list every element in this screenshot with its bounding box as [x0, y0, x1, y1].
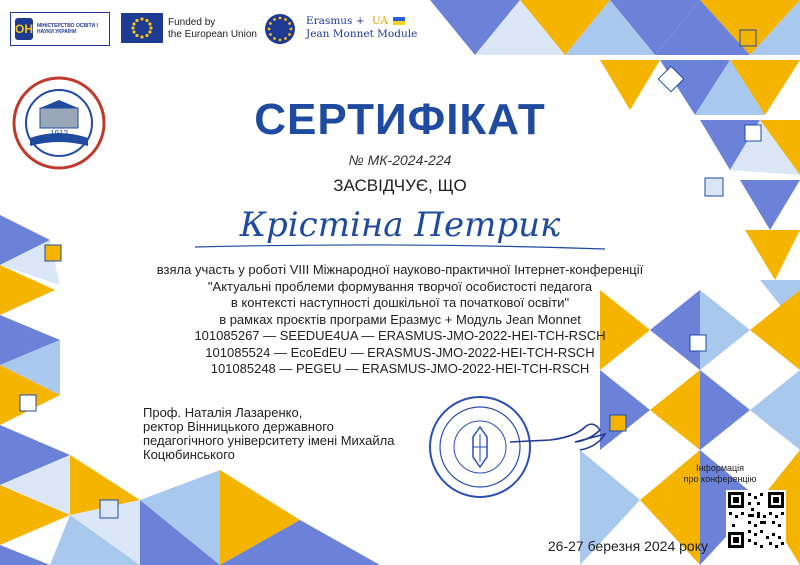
qr-code[interactable] — [726, 490, 786, 550]
logo-row — [10, 12, 110, 46]
body-line: 101085248 — PEGEU — ERASMUS-JMO-2022-HEI-TCH-RSCH — [210, 361, 590, 376]
eu-flag-icon — [121, 13, 163, 43]
ministry-logo — [10, 12, 110, 46]
signatory-line: Проф. Наталія Лазаренко, — [143, 405, 303, 420]
qr-label-line1: Інформація — [695, 463, 745, 473]
erasmus-line1-row — [306, 15, 417, 28]
signatory-line: ректор Вінницького державного — [143, 419, 334, 434]
erasmus-text — [306, 15, 417, 41]
eu-funded-line1: Funded by — [168, 17, 216, 28]
body-line: в контексті наступності дошкільної та початкової освіти" — [230, 295, 570, 310]
handwritten-signature — [505, 412, 615, 457]
body-line: 101085267 — SEEDUE4UA — ERASMUS-JMO-2022-HEI-TCH-RSCH — [194, 328, 606, 343]
body-line: в рамках проєктів програми Еразмус + Модуль Jean Monnet — [219, 311, 581, 327]
recipient-name: Крістіна Петрик — [239, 205, 561, 245]
body-line: 101085524 — EcoEdEU — ERASMUS-JMO-2022-HEI-TCH-RSCH — [205, 344, 595, 360]
certificate-body — [100, 262, 700, 378]
qr-label-line2: про конференцію — [683, 474, 757, 484]
body-line: взяла участь у роботі VIII Міжнародної науково-практичної Інтернет-конференції — [156, 262, 644, 277]
signatory-line: педагогічного університету імені Михайла — [143, 433, 395, 448]
signatory-block — [143, 406, 423, 462]
signatory-line: Коцюбинського — [143, 447, 235, 462]
ministry-logo-text: МІНІСТЕРСТВО ОСВІТИ І НАУКИ УКРАЇНИ — [37, 23, 98, 35]
eu-funded-line2: the European Union — [168, 29, 257, 40]
university-year: 1912 — [50, 129, 68, 138]
certificate-number: № МК-2024-224 — [348, 152, 452, 168]
erasmus-line1: Erasmus + — [306, 15, 365, 27]
certificate-title: СЕРТИФІКАТ — [254, 95, 546, 144]
name-underline — [190, 240, 610, 254]
ministry-badge-icon: ОН — [15, 18, 33, 40]
certifies-label: ЗАСВІДЧУЄ, ЩО — [333, 176, 467, 195]
event-date: 26-27 березня 2024 року — [547, 538, 708, 554]
erasmus-line2: Jean Monnet Module — [306, 28, 418, 40]
ukraine-flag-icon — [393, 17, 405, 25]
erasmus-ua-label: UA — [371, 15, 389, 27]
eu-funded-text — [168, 17, 257, 41]
qr-label — [670, 463, 770, 485]
erasmus-logo-icon — [264, 13, 296, 45]
body-line: "Актуальні проблеми формування творчої особистості педагога — [207, 278, 593, 294]
university-emblem — [12, 76, 106, 170]
